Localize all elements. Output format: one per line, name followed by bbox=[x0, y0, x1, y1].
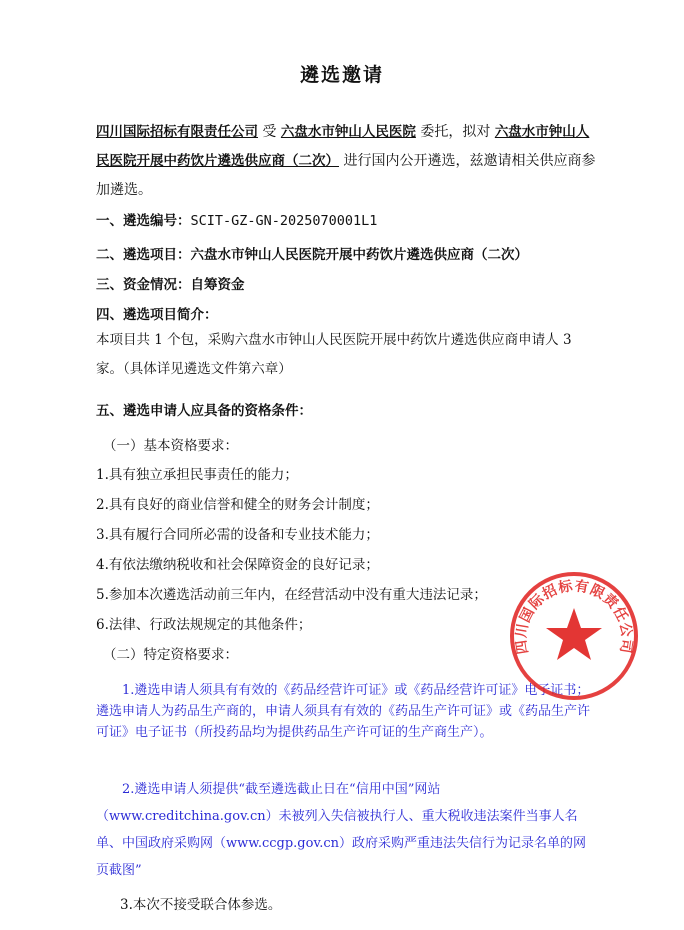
basic-item-2: 2.具有良好的商业信誉和健全的财务会计制度； bbox=[96, 497, 379, 513]
summary-paragraph: 本项目共 1 个包，采购六盘水市钟山人民医院开展中药饮片遴选供应商申请人 3 家。（具体详见遴选文件第六章） bbox=[96, 332, 572, 377]
special-heading: （二）特定资格要求： bbox=[103, 647, 238, 663]
basic-item-4: 4.有依法缴纳税收和社会保障资金的良好记录； bbox=[96, 557, 379, 573]
document-title: 遴选邀请 bbox=[299, 64, 384, 86]
item-project-label: 二、遴选项目： bbox=[96, 247, 191, 263]
basic-item-6: 6.法律、行政法规规定的其他条件； bbox=[96, 617, 312, 633]
company-seal bbox=[506, 568, 642, 704]
project-name: 六盘水市钟山人民医院开展中药饮片遴选供应商（二次） bbox=[96, 124, 590, 169]
basic-item-1: 1.具有独立承担民事责任的能力； bbox=[96, 467, 298, 483]
item-fund-line bbox=[96, 273, 245, 293]
item-fund-value: 自筹资金 bbox=[190, 277, 245, 293]
item-project-value: 六盘水市钟山人民医院开展中药饮片遴选供应商（二次） bbox=[190, 247, 528, 263]
special-item-1: 1.遴选申请人须具有有效的《药品经营许可证》或《药品经营许可证》电子证书；遴选申请人为药品生产商的，申请人须具有有效的《药品生产许可证》或《药品生产许可证》电子证书（所投药品均为提供药品生产许可证的生产商生产）。 bbox=[96, 683, 591, 740]
basic-heading: （一）基本资格要求： bbox=[103, 438, 238, 454]
intro-text-1: 受 bbox=[262, 124, 277, 140]
intro-text-2: 委托，拟对 bbox=[420, 124, 491, 140]
item-number-value: SCIT-GZ-GN-2025070001L1 bbox=[190, 213, 378, 229]
intro-paragraph bbox=[96, 118, 596, 205]
svg-text:四川国际招标有限责任公司: 四川国际招标有限责任公司 bbox=[513, 578, 635, 656]
special-item-3: 3.本次不接受联合体参选。 bbox=[120, 897, 282, 913]
item-summary-label: 四、遴选项目简介： bbox=[96, 307, 218, 323]
item-number-label: 一、遴选编号： bbox=[96, 213, 191, 229]
basic-item-5: 5.参加本次遴选活动前三年内，在经营活动中没有重大违法记录； bbox=[96, 587, 487, 603]
basic-item-3: 3.具有履行合同所必需的设备和专业技术能力； bbox=[96, 527, 379, 543]
item-number-line bbox=[96, 209, 377, 229]
item-fund-label: 三、资金情况： bbox=[96, 277, 191, 293]
item-project-line bbox=[96, 243, 528, 263]
agency-name: 四川国际招标有限责任公司 bbox=[96, 124, 258, 140]
client-name: 六盘水市钟山人民医院 bbox=[280, 124, 416, 140]
intro-text-3: 进行国内公开遴选，兹邀请相关供应商参加遴选。 bbox=[96, 153, 596, 198]
special-item-2: 2.遴选申请人须提供“截至遴选截止日在“信用中国”网站（www.creditchina.gov.cn）未被列入失信被执行人、重大税收违法案件当事人名单、中国政府采购网（www.ccgp.gov.cn）政府采购严重违法失信行为记录名单的网页截图” bbox=[96, 782, 587, 878]
qualification-heading: 五、遴选申请人应具备的资格条件： bbox=[96, 403, 312, 419]
